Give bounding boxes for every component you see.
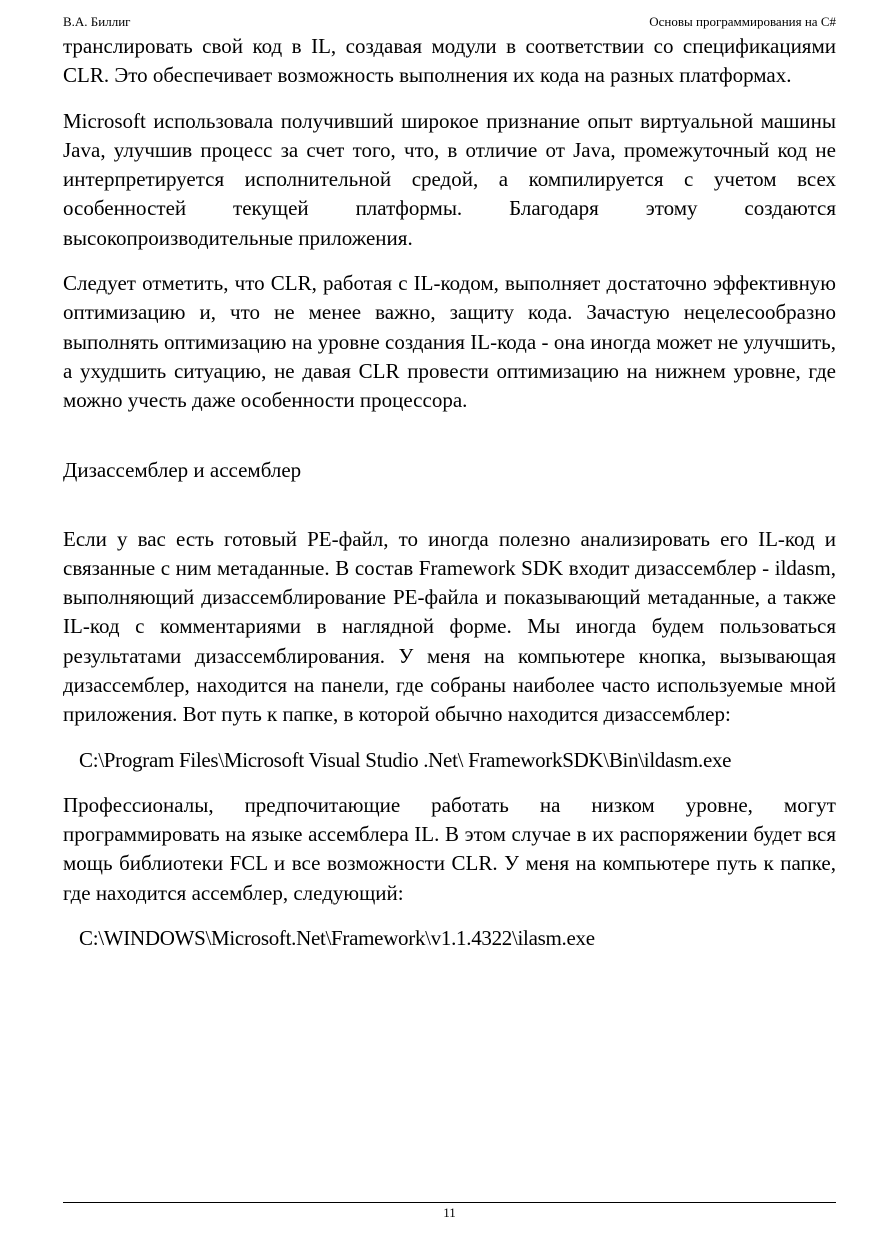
- page-number: 11: [443, 1205, 456, 1220]
- running-header: [63, 14, 836, 32]
- ildasm-path: C:\Program Files\Microsoft Visual Studio .Net\ FrameworkSDK\Bin\ildasm.exe: [79, 747, 732, 772]
- paragraph-assembler: Профессионалы, предпочитающие работать на низком уровне, могут программировать на языке ассемблера IL. В этом случае в их распоряжении будет вся мощь библиотеки FCL и все возможности CLR. У меня на компьютере путь к папке, где находится ассемблер, следующий:: [63, 792, 836, 905]
- ilasm-path: C:\WINDOWS\Microsoft.Net\Framework\v1.1.4322\ilasm.exe: [79, 925, 595, 950]
- paragraph-java-comparison: Microsoft использовала получивший широкое признание опыт виртуальной машины Java, улучшив процесс за счет того, что, в отличие от Java, промежуточный код не интерпретируется исполнительной средой, а компилируется с учетом всех особенностей текущей платформы. Благодаря этому создаются высокопроизводительные приложения.: [63, 108, 836, 250]
- page-footer: [63, 1202, 836, 1223]
- document-page: [63, 14, 836, 953]
- paragraph-il-translation: транслировать свой код в IL, создавая модули в соответствии со спецификациями CLR. Это обеспечивает возможность выполнения их кода на разных платформах.: [63, 34, 836, 88]
- header-author: В.А. Биллиг: [63, 14, 131, 29]
- paragraph-disassembler: Если у вас есть готовый PE-файл, то иногда полезно анализировать его IL-код и связанные с ним метаданные. В состав Framework SDK входит дизассемблер - ildasm, выполняющий дизассемблирование PE-файла и показывающий метаданные, а также IL-код с комментариями в наглядной форме. Мы иногда будем пользоваться результатами дизассемблирования. У меня на компьютере кнопка, вызывающая дизассемблер, находится на панели, где собраны наиболее часто используемые мной приложения. Вот путь к папке, в которой обычно находится дизассемблер:: [63, 526, 836, 727]
- paragraph-clr-optimization: Следует отметить, что CLR, работая с IL-кодом, выполняет достаточно эффективную оптимизацию и, что не менее важно, защиту кода. Зачастую нецелесообразно выполнять оптимизацию на уровне создания IL-кода - она иногда может не улучшить, а ухудшить ситуацию, не давая CLR провести оптимизацию на нижнем уровне, где можно учесть даже особенности процессора.: [63, 271, 836, 413]
- header-book-title: Основы программирования на C#: [649, 14, 836, 29]
- section-heading: Дизассемблер и ассемблер: [63, 457, 302, 482]
